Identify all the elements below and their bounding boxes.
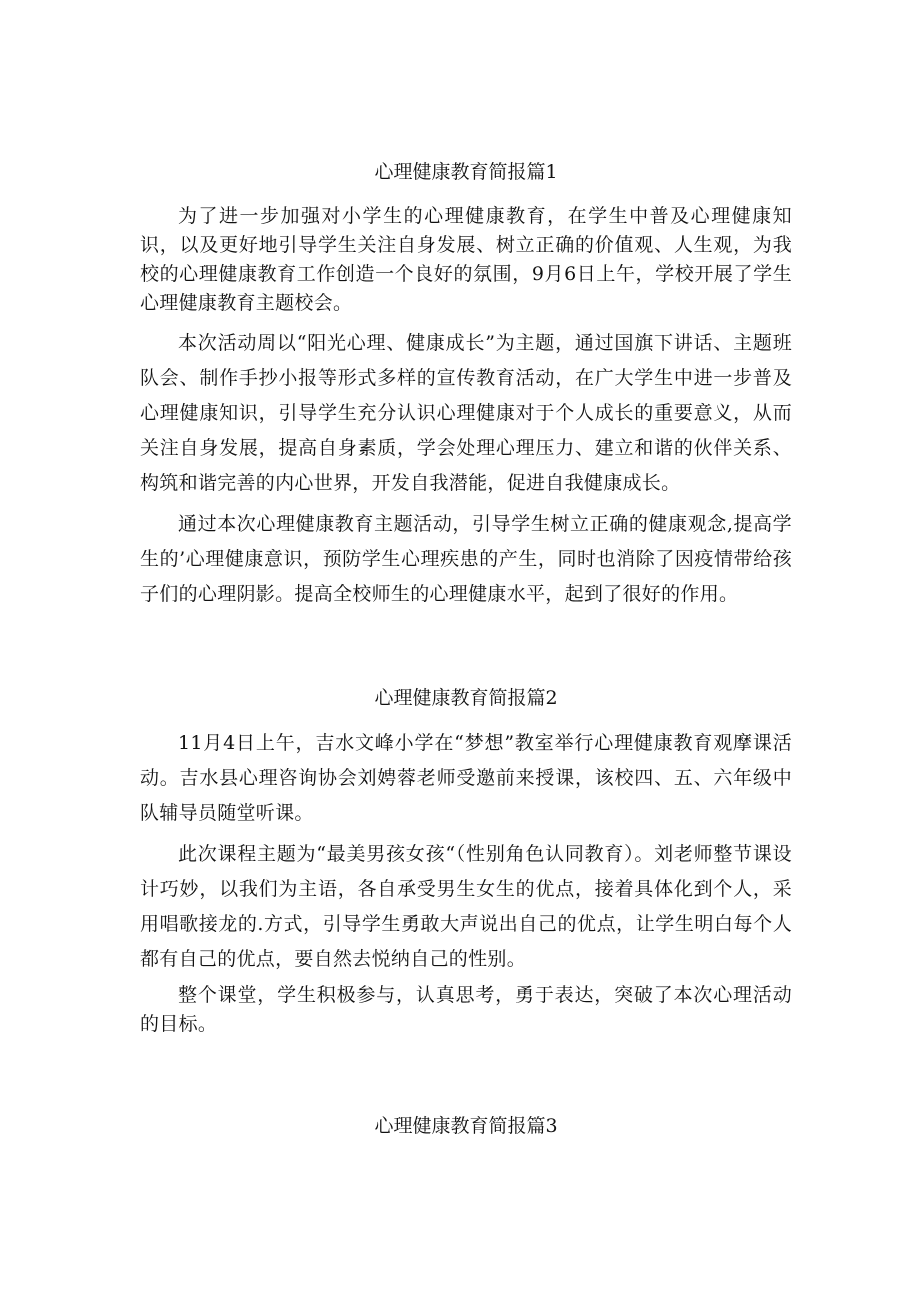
section-3-heading: 心理健康教育简报篇3	[374, 1115, 558, 1137]
section-1-heading: 心理健康教育简报篇1	[374, 161, 558, 183]
section-2	[140, 686, 792, 1045]
section-2-paragraph-1: 11月4日上午，吉水文峰小学在“梦想”教室举行心理健康教育观摩课活动。吉水县心理咨询协会刘娉蓉老师受邀前来授课，该校四、五、六年级中队辅导员随堂听课。	[140, 732, 792, 824]
section-1-paragraph-1: 为了进一步加强对小学生的心理健康教育，在学生中普及心理健康知识，以及更好地引导学生关注自身发展、树立正确的价值观、人生观，为我校的心理健康教育工作创造一个良好的氛围，9月6日上午，学校开展了学生心理健康教育主题校会。	[140, 205, 792, 314]
section-1-paragraph-2: 本次活动周以“阳光心理、健康成长”为主题，通过国旗下讲话、主题班队会、制作手抄小报等形式多样的宣传教育活动，在广大学生中进一步普及心理健康知识，引导学生充分认识心理健康对于个人成长的重要意义，从而关注自身发展，提高自身素质，学会处理心理压力、建立和谐的伙伴关系、构筑和谐完善的内心世界，开发自我潜能，促进自我健康成长。	[140, 332, 792, 494]
section-2-heading: 心理健康教育简报篇2	[374, 687, 558, 709]
section-1-paragraph-3: 通过本次心理健康教育主题活动，引导学生树立正确的健康观念,提高学生的’心理健康意识，预防学生心理疾患的产生，同时也消除了因疫情带给孩子们的心理阴影。提高全校师生的心理健康水平，起到了很好的作用。	[140, 513, 792, 605]
section-2-paragraph-3: 整个课堂，学生积极参与，认真思考，勇于表达，突破了本次心理活动的目标。	[140, 984, 792, 1035]
section-2-paragraph-2: 此次课程主题为“最美男孩女孩“（性别角色认同教育）。刘老师整节课设计巧妙，以我们为主语，各自承受男生女生的优点，接着具体化到个人，采用唱歌接龙的.方式，引导学生勇敢大声说出自己的优点，让学生明白每个人都有自己的优点，要自然去悦纳自己的性别。	[140, 843, 792, 970]
section-1	[140, 160, 792, 618]
section-3	[140, 1114, 792, 1138]
